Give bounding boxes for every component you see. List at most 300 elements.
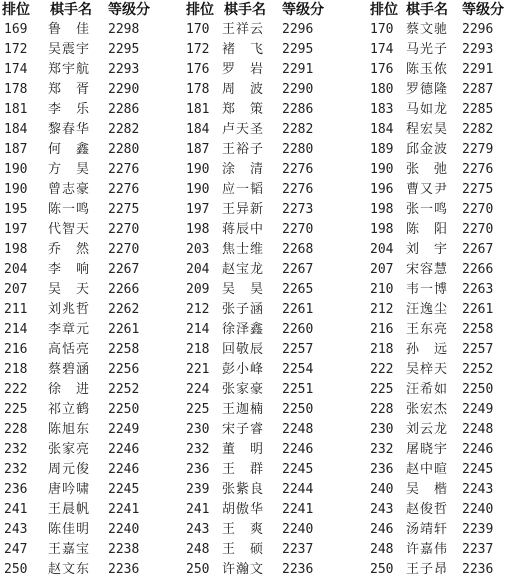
rank-cell: 184	[370, 122, 394, 137]
table-header	[174, 0, 348, 20]
rating-cell: 2296	[462, 22, 494, 37]
table-row	[0, 100, 174, 120]
rating-cell: 2248	[282, 422, 314, 437]
rating-cell: 2257	[462, 342, 494, 357]
rating-cell: 2240	[462, 502, 494, 517]
table-row	[348, 280, 522, 300]
rank-cell: 169	[4, 22, 28, 37]
player-name-cell: 卢天圣	[222, 122, 265, 137]
rank-cell: 174	[4, 62, 28, 77]
player-name-cell: 王嘉宝	[48, 542, 91, 557]
player-name-cell: 张宏杰	[406, 402, 449, 417]
player-name-cell: 陈一鸣	[48, 202, 91, 217]
rank-cell: 174	[370, 42, 394, 57]
rank-cell: 240	[370, 482, 394, 497]
rating-cell: 2267	[282, 262, 314, 277]
table-row	[0, 80, 174, 100]
rank-cell: 178	[4, 82, 28, 97]
table-column-block-3	[348, 0, 522, 580]
rank-cell: 170	[186, 22, 210, 37]
player-name-cell: 黎春华	[48, 122, 91, 137]
player-name-cell: 王东亮	[406, 322, 449, 337]
table-row	[0, 180, 174, 200]
rank-cell: 211	[4, 302, 28, 317]
rank-cell: 228	[370, 402, 394, 417]
table-row	[348, 440, 522, 460]
player-name-cell: 汤靖轩	[406, 522, 449, 537]
table-header	[348, 0, 522, 20]
player-name-cell: 程宏昊	[406, 122, 449, 137]
rating-cell: 2257	[282, 342, 314, 357]
player-name-cell: 王子昂	[406, 562, 449, 577]
player-name-cell: 回敬辰	[222, 342, 265, 357]
table-row	[174, 480, 348, 500]
rating-cell: 2280	[108, 142, 140, 157]
table-row	[348, 80, 522, 100]
table-row	[0, 500, 174, 520]
table-row	[0, 420, 174, 440]
table-row	[0, 520, 174, 540]
player-name-cell: 张紫良	[222, 482, 265, 497]
table-row	[0, 40, 174, 60]
rating-cell: 2245	[462, 462, 494, 477]
table-row	[174, 200, 348, 220]
table-row	[0, 60, 174, 80]
header-name: 棋手名	[50, 2, 92, 18]
rating-cell: 2286	[282, 102, 314, 117]
player-name-cell: 赵俊哲	[406, 502, 449, 517]
rating-cell: 2258	[108, 342, 140, 357]
rating-cell: 2276	[282, 162, 314, 177]
player-name-cell: 吴梓天	[406, 362, 449, 377]
player-name-cell: 李 乐	[48, 102, 91, 117]
player-name-cell: 罗德隆	[406, 82, 449, 97]
table-row	[348, 240, 522, 260]
table-row	[348, 100, 522, 120]
rating-cell: 2239	[462, 522, 494, 537]
rank-cell: 210	[370, 282, 394, 297]
table-row	[174, 220, 348, 240]
header-rank: 排位	[2, 2, 30, 18]
rating-cell: 2282	[282, 122, 314, 137]
rating-cell: 2240	[108, 522, 140, 537]
rank-cell: 214	[4, 322, 28, 337]
header-score: 等级分	[108, 2, 150, 18]
rank-cell: 172	[186, 42, 210, 57]
table-row	[348, 20, 522, 40]
rating-cell: 2276	[462, 162, 494, 177]
rank-cell: 184	[4, 122, 28, 137]
table-row	[348, 480, 522, 500]
table-row	[174, 360, 348, 380]
player-name-cell: 王祥云	[222, 22, 265, 37]
rating-cell: 2265	[282, 282, 314, 297]
player-name-cell: 汪希如	[406, 382, 449, 397]
rank-cell: 221	[186, 362, 210, 377]
table-row	[174, 80, 348, 100]
table-row	[348, 60, 522, 80]
rank-cell: 190	[4, 162, 28, 177]
player-name-cell: 焦士维	[222, 242, 265, 257]
rank-cell: 172	[4, 42, 28, 57]
player-name-cell: 赵文东	[48, 562, 91, 577]
rating-cell: 2256	[108, 362, 140, 377]
rank-cell: 225	[4, 402, 28, 417]
rating-cell: 2287	[462, 82, 494, 97]
rank-cell: 248	[186, 542, 210, 557]
table-column-block-2	[174, 0, 348, 580]
player-name-cell: 邱金波	[406, 142, 449, 157]
rating-cell: 2252	[462, 362, 494, 377]
rank-cell: 248	[370, 542, 394, 557]
rating-cell: 2290	[282, 82, 314, 97]
table-row	[174, 320, 348, 340]
table-row	[174, 260, 348, 280]
rank-cell: 176	[186, 62, 210, 77]
rank-cell: 204	[370, 242, 394, 257]
rank-cell: 243	[370, 502, 394, 517]
table-row	[348, 140, 522, 160]
rating-cell: 2241	[108, 502, 140, 517]
rank-cell: 198	[370, 222, 394, 237]
rank-cell: 190	[186, 182, 210, 197]
header-name: 棋手名	[224, 2, 266, 18]
rank-cell: 178	[186, 82, 210, 97]
table-row	[174, 340, 348, 360]
rank-cell: 184	[186, 122, 210, 137]
table-row	[0, 120, 174, 140]
player-name-cell: 高恬亮	[48, 342, 91, 357]
rank-cell: 216	[4, 342, 28, 357]
player-name-cell: 何 鑫	[48, 142, 91, 157]
rating-cell: 2285	[462, 102, 494, 117]
table-row	[0, 380, 174, 400]
rank-cell: 190	[186, 162, 210, 177]
rating-cell: 2291	[282, 62, 314, 77]
rating-cell: 2250	[108, 402, 140, 417]
player-name-cell: 彭小峰	[222, 362, 265, 377]
rank-cell: 218	[370, 342, 394, 357]
rating-cell: 2279	[462, 142, 494, 157]
rating-cell: 2276	[108, 182, 140, 197]
player-name-cell: 郑 胥	[48, 82, 91, 97]
table-row	[0, 560, 174, 580]
rank-cell: 204	[186, 262, 210, 277]
player-name-cell: 陈玉侬	[406, 62, 449, 77]
player-name-cell: 唐吟啸	[48, 482, 91, 497]
table-row	[174, 160, 348, 180]
table-row	[174, 460, 348, 480]
table-row	[0, 200, 174, 220]
rating-cell: 2266	[462, 262, 494, 277]
rank-cell: 243	[186, 522, 210, 537]
table-row	[174, 180, 348, 200]
table-row	[348, 180, 522, 200]
rating-cell: 2266	[108, 282, 140, 297]
table-row	[348, 320, 522, 340]
table-row	[174, 440, 348, 460]
table-row	[174, 560, 348, 580]
table-row	[0, 480, 174, 500]
player-name-cell: 徐泽鑫	[222, 322, 265, 337]
rating-cell: 2286	[108, 102, 140, 117]
header-name: 棋手名	[406, 2, 448, 18]
player-name-cell: 宋子睿	[222, 422, 265, 437]
rating-cell: 2236	[108, 562, 140, 577]
player-name-cell: 张一鸣	[406, 202, 449, 217]
table-row	[0, 280, 174, 300]
rank-cell: 250	[186, 562, 210, 577]
player-name-cell: 张 弛	[406, 162, 449, 177]
table-row	[348, 360, 522, 380]
table-row	[174, 380, 348, 400]
rank-cell: 230	[186, 422, 210, 437]
rating-cell: 2270	[108, 222, 140, 237]
header-score: 等级分	[462, 2, 504, 18]
player-name-cell: 蔡碧涵	[48, 362, 91, 377]
player-name-cell: 涂 清	[222, 162, 265, 177]
rating-cell: 2246	[108, 462, 140, 477]
rank-cell: 232	[370, 442, 394, 457]
rating-cell: 2245	[108, 482, 140, 497]
rating-cell: 2267	[108, 262, 140, 277]
rating-cell: 2250	[282, 402, 314, 417]
rank-cell: 228	[4, 422, 28, 437]
rating-cell: 2245	[282, 462, 314, 477]
rank-cell: 222	[370, 362, 394, 377]
player-name-cell: 张家豪	[222, 382, 265, 397]
rank-cell: 190	[370, 162, 394, 177]
rating-cell: 2290	[108, 82, 140, 97]
rating-cell: 2260	[282, 322, 314, 337]
rank-cell: 239	[186, 482, 210, 497]
player-name-cell: 周元俊	[48, 462, 91, 477]
rank-cell: 212	[186, 302, 210, 317]
rating-cell: 2275	[108, 202, 140, 217]
rating-cell: 2238	[108, 542, 140, 557]
rating-cell: 2237	[282, 542, 314, 557]
rank-cell: 232	[186, 442, 210, 457]
table-row	[174, 420, 348, 440]
rank-cell: 212	[370, 302, 394, 317]
rating-cell: 2261	[282, 302, 314, 317]
rating-cell: 2270	[282, 222, 314, 237]
player-name-cell: 乔 然	[48, 242, 91, 257]
player-name-cell: 马如龙	[406, 102, 449, 117]
table-row	[0, 440, 174, 460]
table-row	[0, 360, 174, 380]
player-name-cell: 徐 进	[48, 382, 91, 397]
player-name-cell: 刘云龙	[406, 422, 449, 437]
player-name-cell: 鲁 佳	[48, 22, 91, 37]
table-row	[0, 160, 174, 180]
rating-cell: 2243	[462, 482, 494, 497]
rank-cell: 236	[186, 462, 210, 477]
player-name-cell: 陈旭东	[48, 422, 91, 437]
rank-cell: 203	[186, 242, 210, 257]
player-name-cell: 祁立鹤	[48, 402, 91, 417]
table-row	[174, 140, 348, 160]
table-column-block-1	[0, 0, 174, 580]
table-row	[348, 380, 522, 400]
rating-cell: 2268	[282, 242, 314, 257]
rank-cell: 187	[4, 142, 28, 157]
player-name-cell: 李 响	[48, 262, 91, 277]
rank-cell: 250	[4, 562, 28, 577]
rank-cell: 246	[370, 522, 394, 537]
rating-cell: 2282	[462, 122, 494, 137]
player-name-cell: 许嘉伟	[406, 542, 449, 557]
rank-cell: 183	[370, 102, 394, 117]
rank-cell: 209	[186, 282, 210, 297]
player-name-cell: 褚 飞	[222, 42, 265, 57]
player-name-cell: 陈佳明	[48, 522, 91, 537]
player-name-cell: 王迦楠	[222, 402, 265, 417]
header-score: 等级分	[282, 2, 324, 18]
rank-cell: 189	[370, 142, 394, 157]
rank-cell: 218	[186, 342, 210, 357]
rank-cell: 225	[370, 382, 394, 397]
rating-cell: 2241	[282, 502, 314, 517]
table-row	[174, 60, 348, 80]
rating-cell: 2280	[282, 142, 314, 157]
player-name-cell: 方 昊	[48, 162, 91, 177]
rating-cell: 2246	[108, 442, 140, 457]
table-row	[0, 260, 174, 280]
player-name-cell: 李章元	[48, 322, 91, 337]
table-row	[348, 260, 522, 280]
player-name-cell: 曹又尹	[406, 182, 449, 197]
rank-cell: 181	[4, 102, 28, 117]
rating-cell: 2249	[108, 422, 140, 437]
rank-cell: 250	[370, 562, 394, 577]
rank-cell: 243	[4, 522, 28, 537]
rank-cell: 207	[4, 282, 28, 297]
rating-cell: 2240	[282, 522, 314, 537]
player-name-cell: 韦一博	[406, 282, 449, 297]
rating-cell: 2236	[462, 562, 494, 577]
rating-cell: 2263	[462, 282, 494, 297]
table-row	[0, 400, 174, 420]
rating-cell: 2298	[108, 22, 140, 37]
rating-cell: 2248	[462, 422, 494, 437]
player-name-cell: 王异新	[222, 202, 265, 217]
player-name-cell: 罗 岩	[222, 62, 265, 77]
player-name-cell: 郑宇航	[48, 62, 91, 77]
rating-cell: 2291	[462, 62, 494, 77]
rating-cell: 2270	[462, 222, 494, 237]
player-name-cell: 代智天	[48, 222, 91, 237]
table-row	[0, 140, 174, 160]
rating-cell: 2273	[282, 202, 314, 217]
table-row	[348, 160, 522, 180]
table-row	[174, 240, 348, 260]
table-row	[0, 20, 174, 40]
rating-cell: 2293	[462, 42, 494, 57]
table-row	[174, 300, 348, 320]
rating-cell: 2275	[462, 182, 494, 197]
rank-cell: 232	[4, 442, 28, 457]
table-row	[174, 120, 348, 140]
table-row	[348, 500, 522, 520]
rating-cell: 2293	[108, 62, 140, 77]
header-rank: 排位	[186, 2, 214, 18]
table-row	[348, 460, 522, 480]
table-row	[0, 540, 174, 560]
player-name-cell: 蒋辰中	[222, 222, 265, 237]
player-name-cell: 董 明	[222, 442, 265, 457]
table-row	[348, 540, 522, 560]
player-name-cell: 王 爽	[222, 522, 265, 537]
rank-cell: 197	[4, 222, 28, 237]
table-row	[0, 340, 174, 360]
player-name-cell: 刘兆哲	[48, 302, 91, 317]
table-row	[174, 520, 348, 540]
rank-cell: 198	[370, 202, 394, 217]
player-name-cell: 张子涵	[222, 302, 265, 317]
player-name-cell: 孙 远	[406, 342, 449, 357]
table-row	[0, 320, 174, 340]
rating-cell: 2270	[462, 202, 494, 217]
player-name-cell: 赵中暄	[406, 462, 449, 477]
rating-cell: 2258	[462, 322, 494, 337]
rank-cell: 218	[4, 362, 28, 377]
rank-cell: 224	[186, 382, 210, 397]
rank-cell: 225	[186, 402, 210, 417]
player-name-cell: 吴 昊	[222, 282, 265, 297]
table-row	[0, 300, 174, 320]
player-name-cell: 赵宝龙	[222, 262, 265, 277]
player-name-cell: 张家亮	[48, 442, 91, 457]
table-row	[174, 540, 348, 560]
rank-cell: 170	[370, 22, 394, 37]
rank-cell: 204	[4, 262, 28, 277]
rank-cell: 247	[4, 542, 28, 557]
table-row	[0, 460, 174, 480]
rank-cell: 187	[186, 142, 210, 157]
rating-cell: 2237	[462, 542, 494, 557]
player-name-cell: 王晨帆	[48, 502, 91, 517]
rating-cell: 2262	[108, 302, 140, 317]
rank-cell: 196	[370, 182, 394, 197]
table-row	[348, 40, 522, 60]
player-name-cell: 马光子	[406, 42, 449, 57]
rating-cell: 2246	[462, 442, 494, 457]
table-row	[348, 420, 522, 440]
rating-cell: 2295	[108, 42, 140, 57]
table-row	[348, 560, 522, 580]
table-row	[174, 40, 348, 60]
table-row	[348, 340, 522, 360]
rating-cell: 2250	[462, 382, 494, 397]
rank-cell: 198	[4, 242, 28, 257]
table-row	[174, 280, 348, 300]
rating-cell: 2276	[282, 182, 314, 197]
rank-cell: 198	[186, 222, 210, 237]
player-name-cell: 王裕子	[222, 142, 265, 157]
rank-cell: 222	[4, 382, 28, 397]
rating-cell: 2261	[462, 302, 494, 317]
table-row	[0, 240, 174, 260]
rating-cell: 2254	[282, 362, 314, 377]
table-row	[348, 120, 522, 140]
rating-cell: 2236	[282, 562, 314, 577]
rating-cell: 2296	[282, 22, 314, 37]
rating-cell: 2261	[108, 322, 140, 337]
table-row	[348, 200, 522, 220]
player-name-cell: 吴震宇	[48, 42, 91, 57]
rank-cell: 214	[186, 322, 210, 337]
